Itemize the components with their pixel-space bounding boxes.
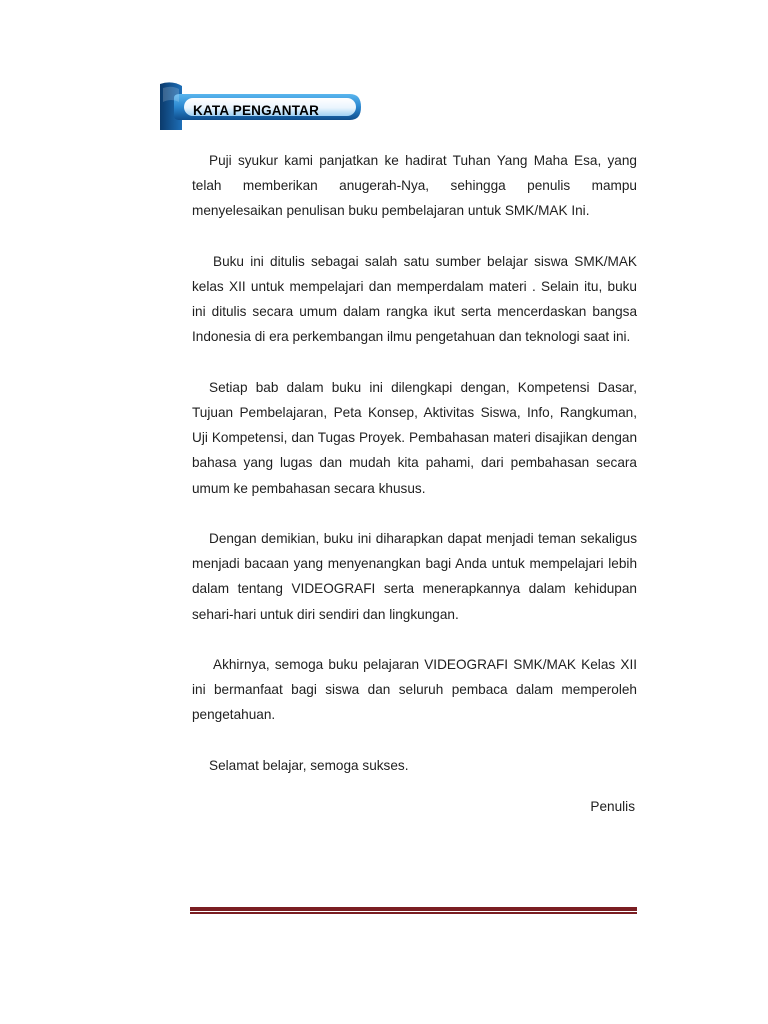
footer-rule bbox=[190, 907, 637, 915]
paragraph-5: Akhirnya, semoga buku pelajaran VIDEOGRAFI SMK/MAK Kelas XII ini bermanfaat bagi siswa dan seluruh pembaca dalam memperoleh pengetahuan. bbox=[192, 657, 637, 723]
paragraph-2: Buku ini ditulis sebagai salah satu sumber belajar siswa SMK/MAK kelas XII untuk mempelajari dan memperdalam materi . Selain itu, buku ini ditulis secara umum dalam rangka ikut serta mencerdaskan bangsa Indonesia di era perkembangan ilmu pengetahuan dan teknologi saat ini. bbox=[192, 253, 637, 345]
signature: Penulis bbox=[590, 799, 635, 814]
paragraph-3: Setiap bab dalam buku ini dilengkapi dengan, Kompetensi Dasar, Tujuan Pembelajaran, Peta Konsep, Aktivitas Siswa, Info, Rangkuman, Uji Kompetensi, dan Tugas Proyek. Pembahasan materi disajikan dengan bahasa yang lugas dan mudah kita pahami, dari pembahasan secara umum ke pembahasan secara khusus. bbox=[192, 379, 637, 496]
paragraph-4: Dengan demikian, buku ini diharapkan dapat menjadi teman sekaligus menjadi bacaan yang menyenangkan bagi Anda untuk mempelajari lebih dalam tentang VIDEOGRAFI serta menerapkannya dalam kehidupan sehari-hari untuk diri sendiri dan lingkungan. bbox=[192, 531, 637, 622]
footer-rule-thick bbox=[190, 907, 637, 911]
closing-line: Selamat belajar, semoga sukses. bbox=[209, 757, 409, 773]
document-body bbox=[192, 148, 637, 819]
paragraph-1: Puji syukur kami panjatkan ke hadirat Tuhan Yang Maha Esa, yang telah memberikan anugerah-Nya, sehingga penulis mampu menyelesaikan penulisan buku pembelajaran untuk SMK/MAK Ini. bbox=[192, 153, 637, 219]
footer-rule-thin bbox=[190, 912, 637, 914]
section-title: KATA PENGANTAR bbox=[193, 103, 320, 118]
heading-tab bbox=[160, 80, 364, 132]
